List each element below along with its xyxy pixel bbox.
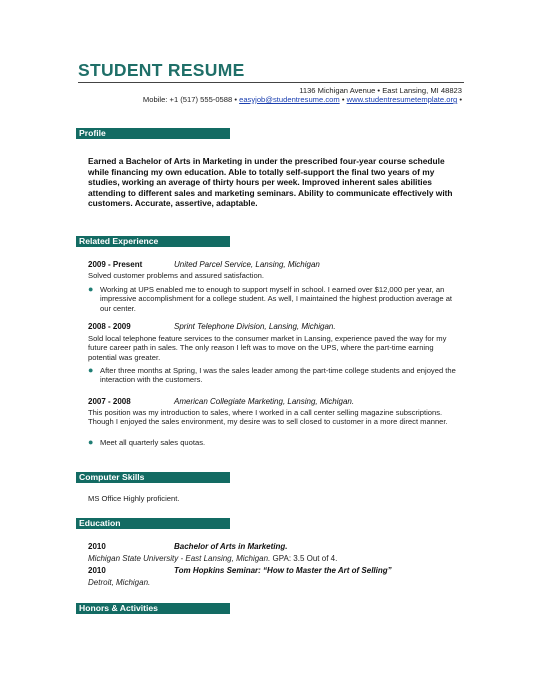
education-degree: Bachelor of Arts in Marketing. — [174, 542, 288, 551]
job-employer: Sprint Telephone Division, Lansing, Michigan. — [174, 322, 336, 331]
job-description: Sold local telephone feature services to the consumer market in Lansing, experience paved the way for my future career path in sales. The only reason I left was to move on the UPS, where the part-time earning potential was greater. — [88, 334, 447, 362]
contact-end: • — [459, 95, 462, 104]
job-description: This position was my introduction to sales, where I worked in a call center selling magazine subscriptions. Though I enjoyed the sales environment, my desire was to sell closed to customer in a more direct manner. — [88, 408, 448, 427]
education-date: 2010 — [88, 542, 106, 551]
website-link[interactable]: www.studentresumetemplate.org — [346, 95, 458, 104]
job-bullet — [88, 285, 460, 315]
education-detail — [88, 554, 468, 563]
bullet-icon: ● — [88, 365, 94, 375]
education-degree: Tom Hopkins Seminar: “How to Master the Art of Selling” — [174, 566, 392, 575]
address: 1136 Michigan Avenue • East Lansing, MI 48823 — [299, 86, 462, 95]
job-date: 2007 - 2008 — [88, 397, 131, 406]
education-date: 2010 — [88, 566, 106, 575]
computer-skills-text: MS Office Highly proficient. — [88, 494, 180, 503]
job-date: 2008 - 2009 — [88, 322, 131, 331]
section-header-profile: Profile — [76, 128, 230, 139]
bullet-icon: ● — [88, 437, 94, 447]
job-employer: United Parcel Service, Lansing, Michigan — [174, 260, 320, 269]
section-header-honors: Honors & Activities — [76, 603, 230, 614]
job-description: Solved customer problems and assured satisfaction. — [88, 271, 265, 280]
job-bullet-text: Meet all quarterly sales quotas. — [100, 438, 206, 447]
education-school: Michigan State University - East Lansing, Michigan. — [88, 554, 273, 563]
job-employer: American Collegiate Marketing, Lansing, Michigan. — [174, 397, 355, 406]
education-detail: Detroit, Michigan. — [88, 578, 151, 587]
section-header-education: Education — [76, 518, 230, 529]
job-bullet — [88, 366, 460, 386]
profile-text: Earned a Bachelor of Arts in Marketing in under the prescribed four-year course schedule while financing my own education. Able to totally self-support the final two years of my studies, working an average of thirty hours per week. Improved inherent sales abilities attending to different sales and marketing seminars. Ability to communicate effectively with customers. Accurate, assertive, adaptable. — [88, 156, 453, 209]
mobile: Mobile: +1 (517) 555-0588 • — [142, 95, 237, 104]
email-link[interactable]: easyjob@studentresume.com — [239, 95, 340, 104]
section-header-experience: Related Experience — [76, 236, 230, 247]
contact-separator: • — [341, 95, 345, 104]
contact-line — [78, 95, 462, 104]
bullet-icon: ● — [88, 284, 94, 294]
job-bullet-text: Working at UPS enabled me to enough to support myself in school. I earned over $12,000 per year, an impressive accomplishment for a college student. As well, I maintained the highest production average at our center. — [100, 285, 453, 313]
section-header-computer-skills: Computer Skills — [76, 472, 230, 483]
job-bullet-text: After three months at Spring, I was the sales leader among the part-time college students and enjoyed the interaction with the customers. — [100, 366, 456, 385]
education-gpa: GPA: 3.5 Out of 4. — [272, 554, 338, 563]
header-divider — [78, 82, 464, 83]
job-date: 2009 - Present — [88, 260, 143, 269]
job-bullet — [88, 438, 460, 448]
resume-title: STUDENT RESUME — [78, 60, 245, 80]
